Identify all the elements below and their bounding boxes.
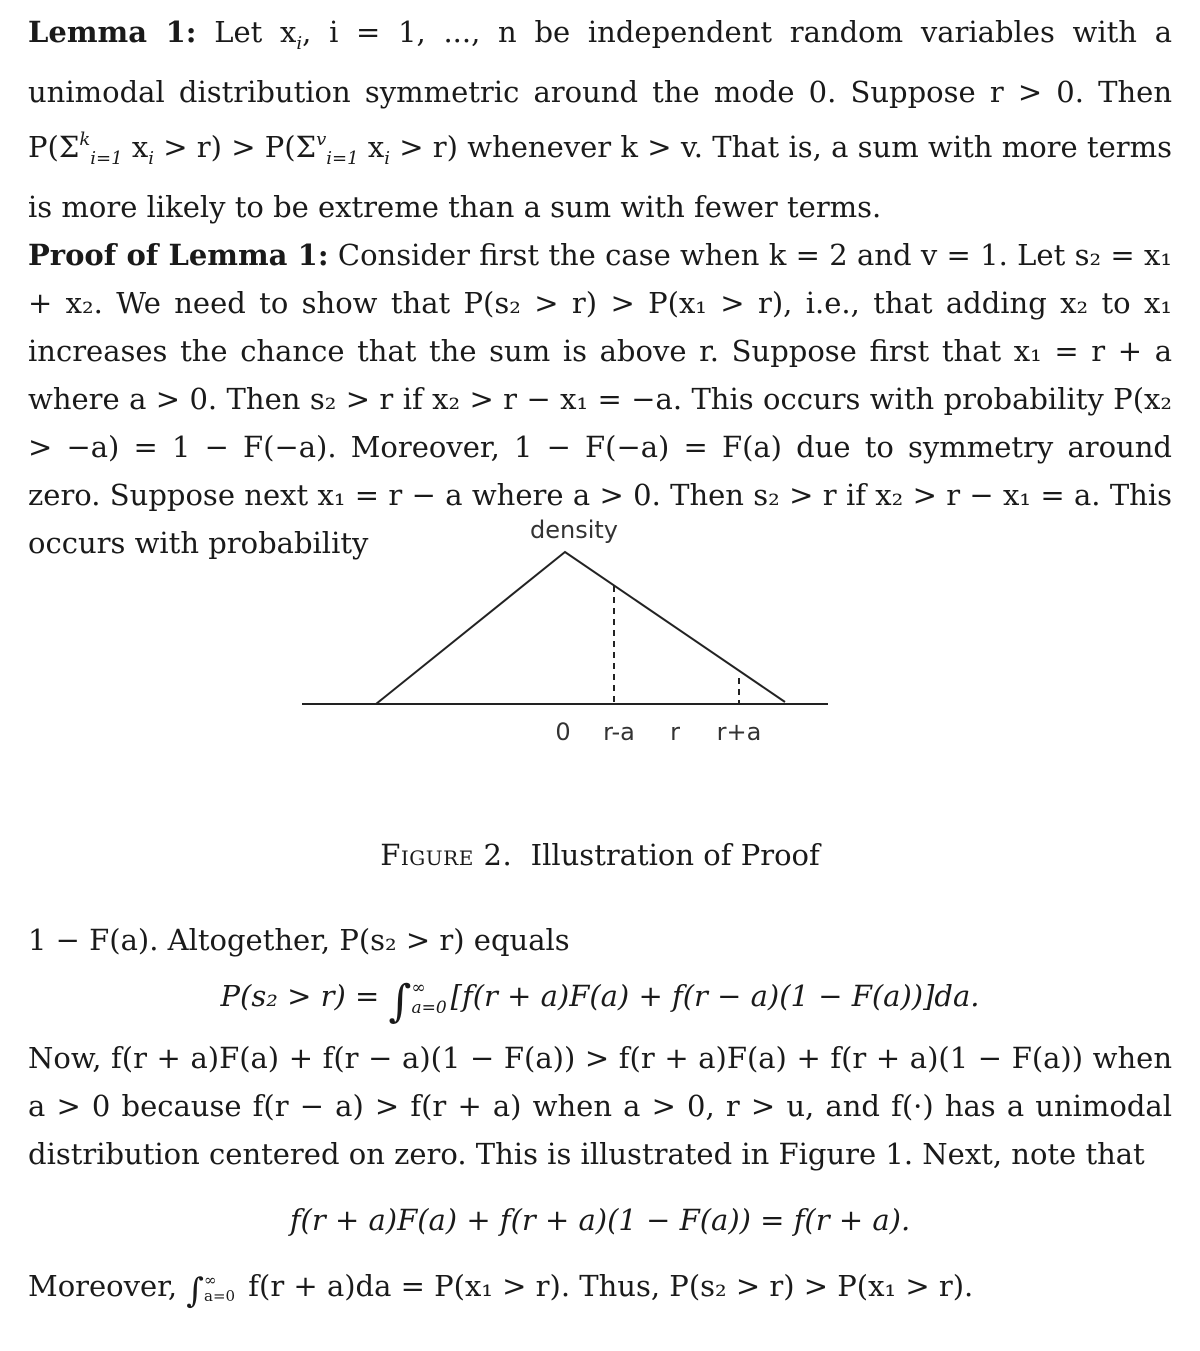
lemma-sub-i: i: [296, 33, 303, 54]
density-figure: [0, 510, 1200, 810]
lemma-text-5: x: [358, 130, 385, 164]
density-label: density: [530, 516, 618, 544]
continuation-paragraph-2: Now, f(r + a)F(a) + f(r − a)(1 − F(a)) > f(r + a)F(a) + f(r + a)(1 − F(a)) when a > 0 because f(r − a) > f(r + a) when a > 0, r > u, and f(·) has a unimodal distribution centered on zero. This is illustrated in Figure 1. Next, note that: [28, 1041, 1172, 1171]
caption-prefix: Figure 2.: [380, 838, 513, 872]
integral-sign: ∫: [388, 976, 412, 1027]
eq1-lower: a=0: [411, 998, 447, 1018]
eq1-rhs: [f(r + a)F(a) + f(r − a)(1 − F(a))]da.: [450, 979, 980, 1013]
continuation-line-1: 1 − F(a). Altogether, P(s₂ > r) equals: [28, 923, 570, 957]
final-upper: ∞: [204, 1271, 217, 1289]
equation-2: f(r + a)F(a) + f(r + a)(1 − F(a)) = f(r + a).: [289, 1203, 911, 1237]
final-text-1: Moreover,: [28, 1269, 187, 1303]
lemma-text-3: x: [122, 130, 149, 164]
lemma-text-4: > r) > P(Σ: [153, 130, 317, 164]
proof-text: Consider first the case when k = 2 and v = 1. Let s₂ = x₁ + x₂. We need to show that P(s₂ > r) > P(x₁ > r), i.e., that adding x₂ to x₁ increases the chance that the sum is above r. Suppose first that x₁ = r + a where a > 0. Then s₂ > r if x₂ > r − x₁ = −a. This occurs with probability P(x₂ > −a) = 1 − F(−a). Moreover, 1 − F(−a) = F(a) due to symmetry around zero. Suppose next x₁ = r − a where a > 0. Then s₂ > r if x₂ > r − x₁ = a. This occurs with probability: [28, 238, 1172, 560]
lemma-sup-v: v: [316, 129, 327, 150]
lemma-sub-i3: i=1: [326, 148, 359, 169]
lemma-sub-i1: i=1: [90, 148, 123, 169]
final-integral-sign: ∫: [186, 1271, 205, 1311]
caption-text: Illustration of Proof: [530, 838, 820, 872]
eq1-limits: [411, 978, 446, 1018]
eq1-lhs: P(s₂ > r) =: [220, 979, 380, 1013]
lemma-text-6: > r) whenever k > v. That is, a sum with more terms is more likely to be extreme than a sum with fewer terms.: [28, 130, 1172, 224]
equation-1: [28, 972, 1172, 1026]
lemma-label: Lemma 1:: [28, 15, 197, 49]
final-text-2: f(r + a)da = P(x₁ > r). Thus, P(s₂ > r) > P(x₁ > r).: [239, 1269, 974, 1303]
lemma-paragraph: [28, 8, 1172, 231]
lemma-sub-i4: i: [384, 148, 390, 169]
continuation-body: [28, 916, 1172, 1315]
proof-label: Proof of Lemma 1:: [28, 238, 329, 272]
eq1-upper: ∞: [411, 978, 426, 998]
lemma-text-1: Let x: [196, 15, 297, 49]
final-limits: [204, 1272, 235, 1304]
tick-0: 0: [555, 718, 571, 746]
lemma-text-2: , i = 1, ..., n be independent random variables with a unimodal distribution symmetric around the mode 0. Suppose r > 0. Then P(Σ: [28, 15, 1172, 164]
figure-caption: [0, 838, 1200, 872]
final-line: [28, 1262, 1172, 1315]
tick-r: r: [670, 718, 680, 746]
page-body: [28, 8, 1172, 567]
tick-r-plus-a: r+a: [716, 718, 762, 746]
lemma-sub-i2: i: [148, 148, 154, 169]
density-curve: [376, 552, 785, 704]
final-lower: a=0: [204, 1287, 236, 1305]
tick-r-minus-a: r-a: [603, 718, 635, 746]
lemma-sup-k: k: [79, 129, 91, 150]
